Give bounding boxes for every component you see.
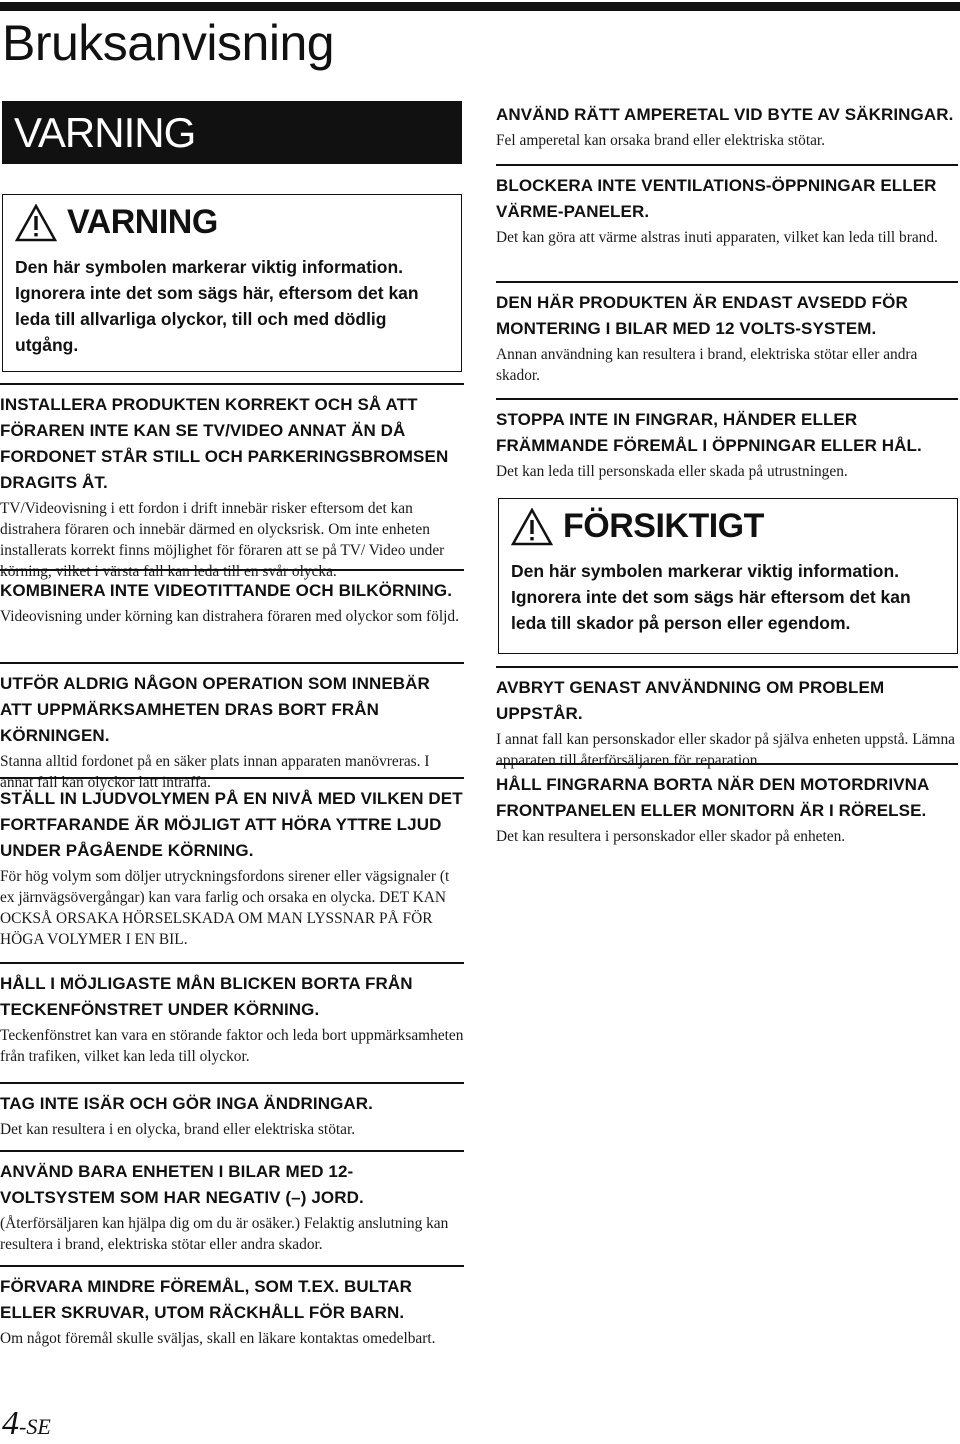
section-body: (Återförsäljaren kan hjälpa dig om du är osäker.) Felaktig anslutning kan resultera i brand, elektriska stötar eller andra skador. <box>0 1215 449 1253</box>
warning-triangle-icon <box>511 508 553 546</box>
section-heading: AVBRYT GENAST ANVÄNDNING OM PROBLEM UPPSTÅR. <box>496 678 885 723</box>
section-heading: INSTALLERA PRODUKTEN KORREKT OCH SÅ ATT FÖRAREN INTE KAN SE TV/VIDEO ANNAT ÄN DÅ FORDONET STÅR STILL OCH PARKERINGSBROMSEN DRAGITS ÅT. <box>0 395 449 492</box>
page-number <box>2 1405 51 1443</box>
warning-notice-text: Den här symbolen markerar viktig information. Ignorera inte det som sägs här, eftersom det kan leda till allvarliga olyckor, till och med dödlig utgång. <box>15 257 419 355</box>
section-body: Det kan leda till personskada eller skada på utrustningen. <box>496 463 848 480</box>
section-fuses <box>496 95 958 151</box>
section-heading: ANVÄND BARA ENHETEN I BILAR MED 12-VOLTSYSTEM SOM HAR NEGATIV (–) JORD. <box>0 1162 364 1207</box>
section-body: Om något föremål skulle sväljas, skall en läkare kontaktas omedelbart. <box>0 1330 436 1347</box>
section-body: Det kan göra att värme alstras inuti apparaten, vilket kan leda till brand. <box>496 229 938 246</box>
caution-notice-header <box>511 507 945 546</box>
section-heading: KOMBINERA INTE VIDEOTITTANDE OCH BILKÖRNING. <box>0 581 453 600</box>
section-install <box>0 383 464 582</box>
section-12v-ground <box>0 1150 464 1255</box>
section-body: Stanna alltid fordonet på en säker plats innan apparaten manövreras. I annat fall kan olyckor lätt inträffa. <box>0 753 430 791</box>
section-attention <box>0 662 464 793</box>
section-body: TV/Videovisning i ett fordon i drift innebär risker eftersom det kan distrahera föraren och innebär därmed en olycksrisk. Om inte enheten installerats korrekt finns möjlighet för föraren att se på TV/ Video under körning, vilket i värsta fall kan leda till en svår olycka. <box>0 500 445 580</box>
section-fingers <box>496 398 958 482</box>
caution-notice-title: FÖRSIKTIGT <box>563 507 764 545</box>
page-number-value: 4 <box>2 1405 19 1442</box>
section-body: Teckenfönstret kan vara en störande faktor och leda bort uppmärksamheten från trafiken, vilket kan leda till olyckor. <box>0 1027 464 1065</box>
caution-notice-box <box>498 498 958 654</box>
section-body: I annat fall kan personskador eller skador på själva enheten uppstå. Lämna apparaten till återförsäljaren för reparation. <box>496 731 955 769</box>
section-12v-only <box>496 281 958 386</box>
section-body: Annan användning kan resultera i brand, elektriska stötar eller andra skador. <box>496 346 918 384</box>
page-number-suffix: -SE <box>19 1414 51 1439</box>
page-title: Bruksanvisning <box>2 15 335 71</box>
caution-notice-text: Den här symbolen markerar viktig information. Ignorera inte det som sägs här eftersom det kan leda till skador på person eller egendom. <box>511 561 911 633</box>
section-heading: HÅLL FINGRARNA BORTA NÄR DEN MOTORDRIVNA FRONTPANELEN ELLER MONITORN ÄR I RÖRELSE. <box>496 775 929 820</box>
section-body: Fel amperetal kan orsaka brand eller elektriska stötar. <box>496 132 826 149</box>
section-motor-panel <box>496 763 958 847</box>
section-body: För hög volym som döljer utryckningsfordons sirener eller vägsignaler (t ex järnvägsövergångar) kan vara farlig och orsaka en olycka. DET KAN OCKSÅ ORSAKA HÖRSELSKADA OM MAN LYSSNAR PÅ FÖR HÖGA VOLYMER I EN BIL. <box>0 868 450 948</box>
section-heading: TAG INTE ISÄR OCH GÖR INGA ÄNDRINGAR. <box>0 1094 373 1113</box>
section-heading: DEN HÄR PRODUKTEN ÄR ENDAST AVSEDD FÖR MONTERING I BILAR MED 12 VOLTS-SYSTEM. <box>496 293 908 338</box>
section-body: Det kan resultera i en olycka, brand eller elektriska stötar. <box>0 1121 356 1138</box>
section-display <box>0 962 464 1067</box>
left-column <box>0 0 464 1444</box>
section-heading: HÅLL I MÖJLIGASTE MÅN BLICKEN BORTA FRÅN TECKENFÖNSTRET UNDER KÖRNING. <box>0 974 413 1019</box>
section-heading: FÖRVARA MINDRE FÖREMÅL, SOM T.EX. BULTAR ELLER SKRUVAR, UTOM RÄCKHÅLL FÖR BARN. <box>0 1277 412 1322</box>
section-heading: BLOCKERA INTE VENTILATIONS-ÖPPNINGAR ELLER VÄRME-PANELER. <box>496 176 937 221</box>
section-body: Videovisning under körning kan distrahera föraren med olyckor som följd. <box>0 608 459 625</box>
section-heading: STÄLL IN LJUDVOLYMEN PÅ EN NIVÅ MED VILKEN DET FORTFARANDE ÄR MÖJLIGT ATT HÖRA YTTRE LJUD UNDER PÅGÅENDE KÖRNING. <box>0 789 463 860</box>
section-body: Det kan resultera i personskador eller skador på enheten. <box>496 828 846 845</box>
section-heading: UTFÖR ALDRIG NÅGON OPERATION SOM INNEBÄR ATT UPPMÄRKSAMHETEN DRAS BORT FRÅN KÖRNINGEN. <box>0 674 430 745</box>
right-column <box>496 0 958 1444</box>
section-ventilation <box>496 164 958 248</box>
section-video-driving <box>0 569 464 627</box>
section-small-objects <box>0 1265 464 1349</box>
section-heading: ANVÄND RÄTT AMPERETAL VID BYTE AV SÄKRINGAR. <box>496 105 954 124</box>
section-stop-use <box>496 666 958 771</box>
section-disassemble <box>0 1082 464 1140</box>
warning-notice-title: VARNING <box>67 203 218 241</box>
section-heading: STOPPA INTE IN FINGRAR, HÄNDER ELLER FRÄMMANDE FÖREMÅL I ÖPPNINGAR ELLER HÅL. <box>496 410 922 455</box>
varning-banner: VARNING <box>2 101 462 164</box>
section-volume <box>0 777 464 950</box>
